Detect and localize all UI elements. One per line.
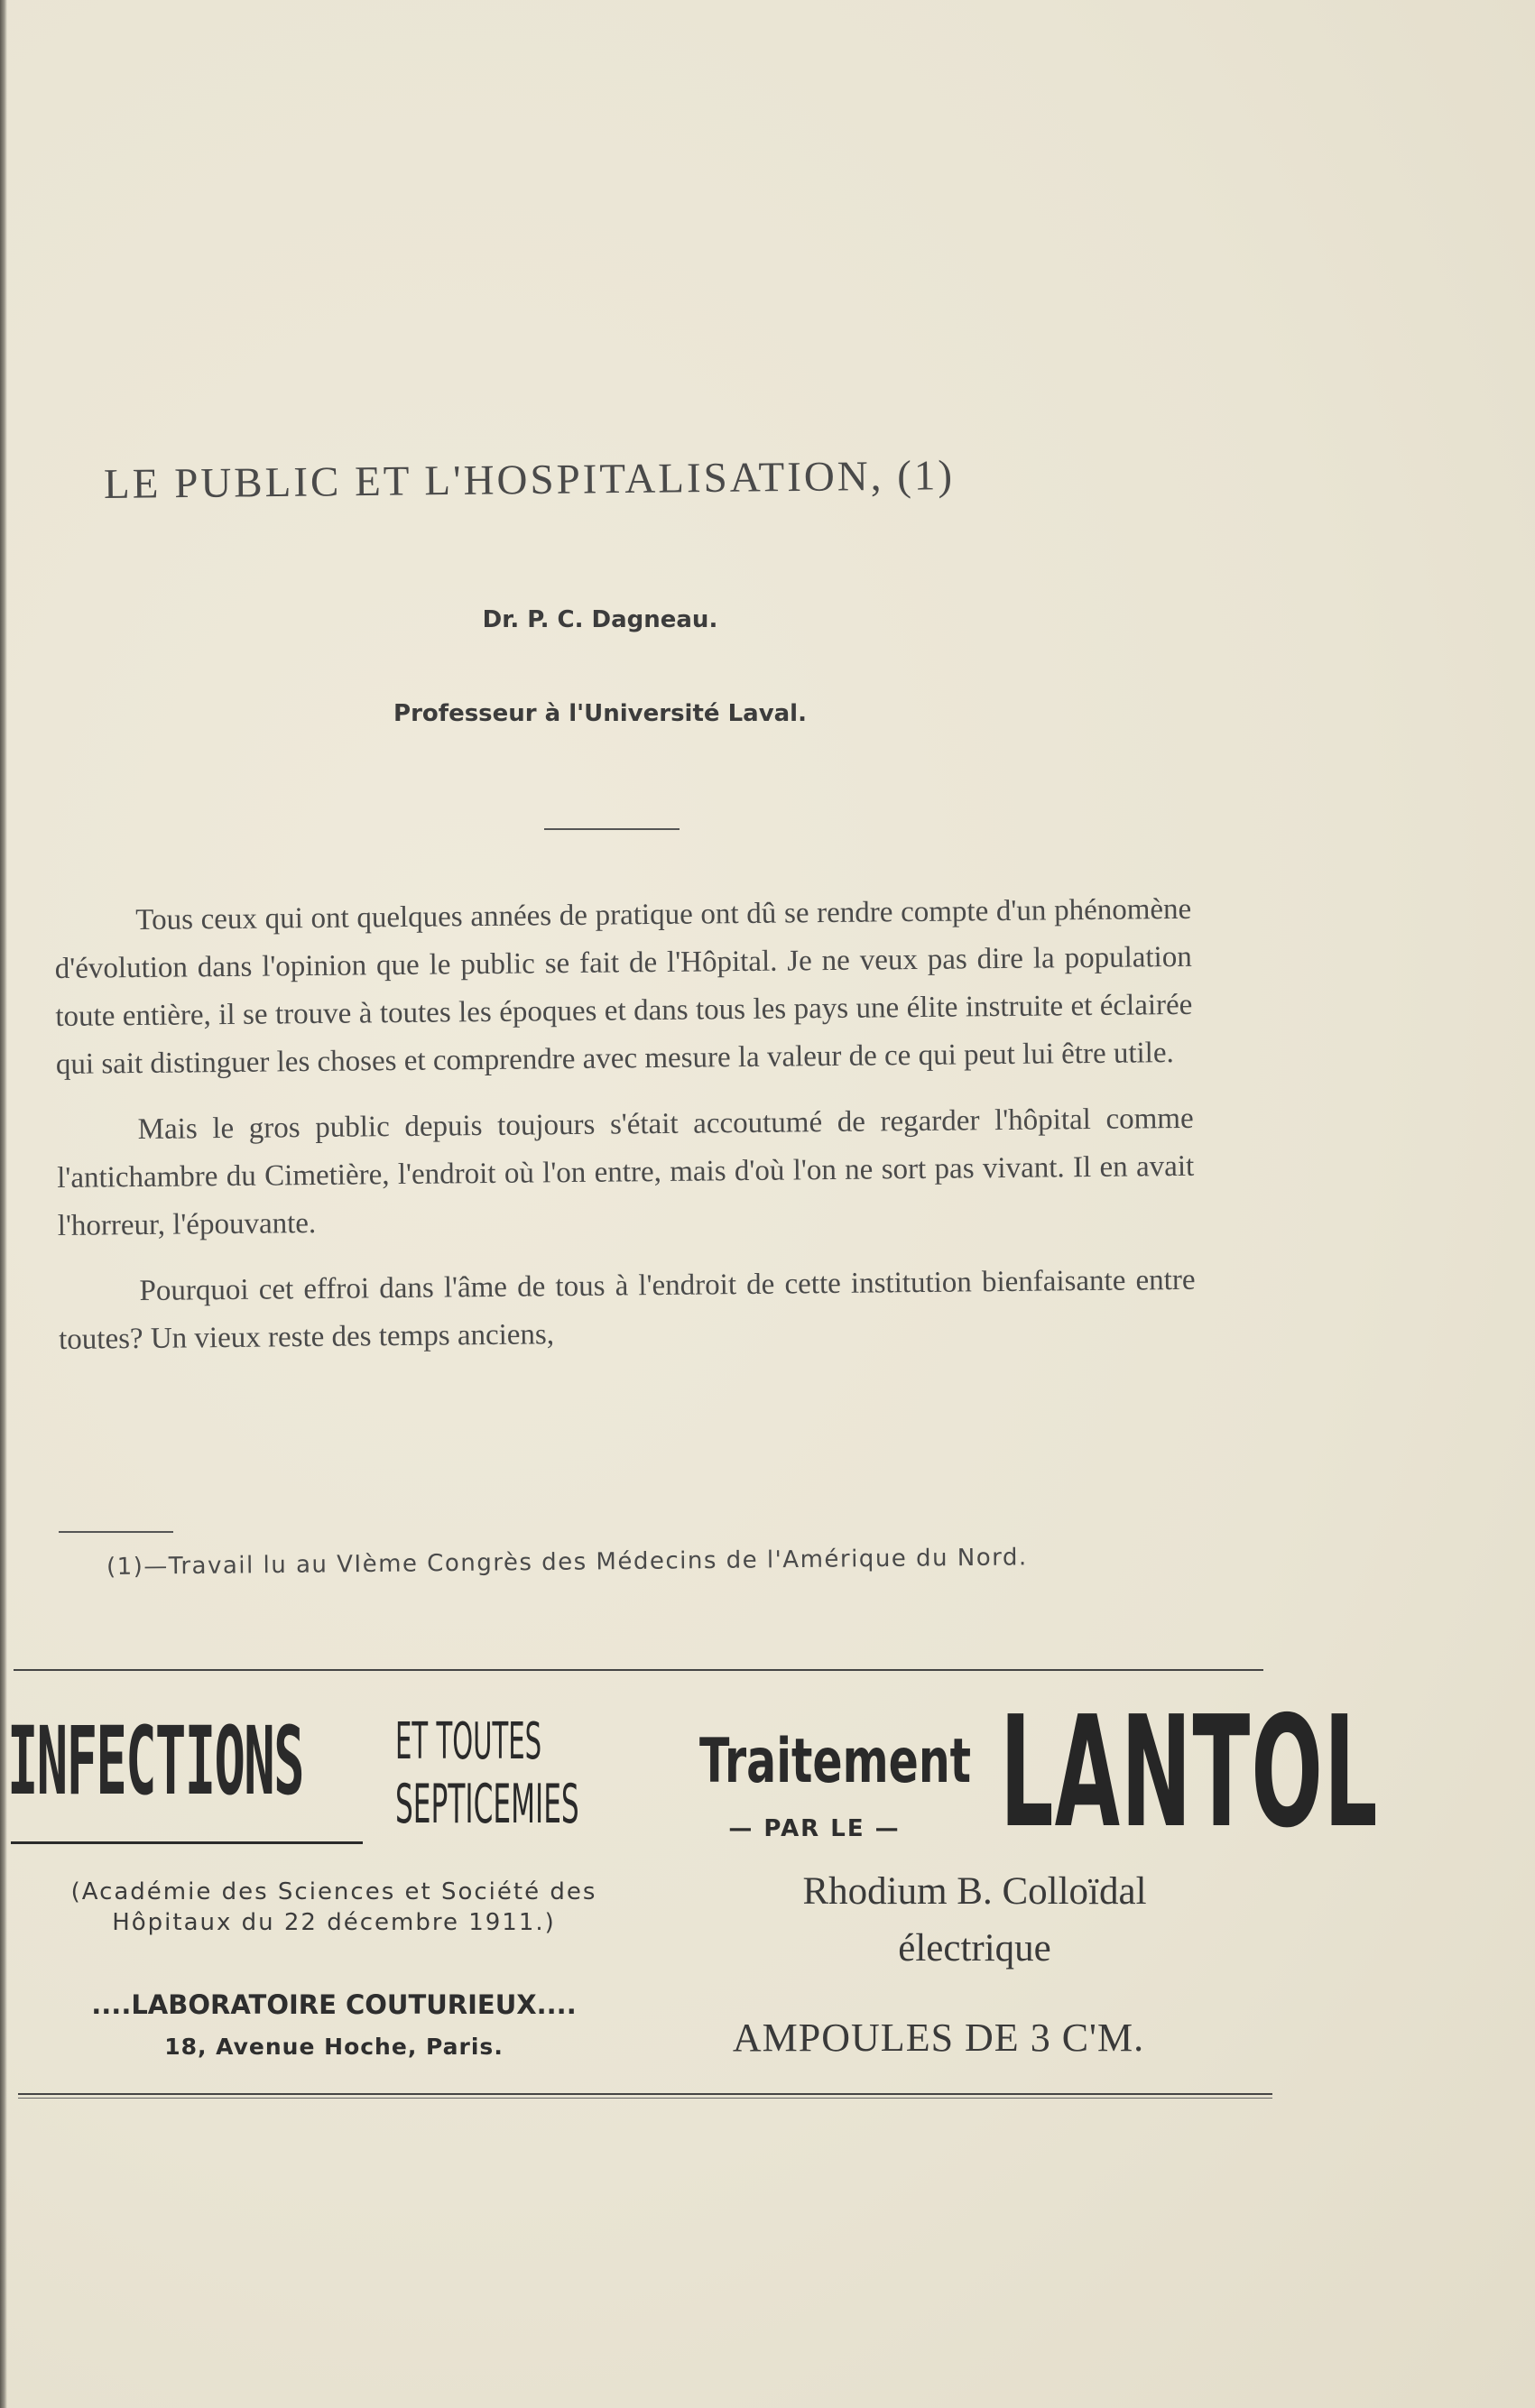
footnote: (1)—Travail lu au VIème Congrès des Médecins de l'Amérique du Nord. (106, 1544, 1028, 1581)
ad-headline: INFECTIONS (7, 1706, 303, 1816)
ad-bottom-rule (18, 2093, 1272, 2099)
ad-laboratoire: ....LABORATOIRE COUTURIEUX.... (91, 1989, 577, 2020)
ad-traitement: Traitement (699, 1726, 972, 1797)
body-paragraph-3: Pourquoi cet effroi dans l'âme de tous à l'endroit de cette institution bienfaisante entre toutes? Un vieux reste des temps anciens, (58, 1263, 1196, 1356)
author-affiliation: Professeur à l'Université Laval. (393, 700, 807, 727)
ad-product-line2: électrique (898, 1927, 1051, 1970)
body-paragraph-1: Tous ceux qui ont quelques années de pratique ont dû se rendre compte d'un phénomène d'évolution dans l'opinion que le public se fait de l'Hôpital. Je ne veux pas dire la population toute entière, il se trouve à toutes les époques et dans tous les pays une élite instruite et éclairée qui sait distinguer les choses et comprendre avec mesure la valeur de ce qui peut lui être utile. (54, 892, 1193, 1081)
title-separator-rule (544, 828, 680, 830)
body-paragraph-2: Mais le gros public depuis toujours s'était accoutumé de regarder l'hôpital comme l'antichambre du Cimetière, l'endroit où l'on entre, mais d'où l'on ne sort pas vivant. Il en avait l'horreur, l'épouvante. (57, 1102, 1195, 1242)
article-body (54, 886, 1197, 1382)
ad-par-le: — PAR LE — (728, 1815, 901, 1842)
ad-academie-note: (Académie des Sciences et Société des Hôpitaux du 22 décembre 1911.) (70, 1878, 597, 1936)
footnote-rule (59, 1531, 173, 1533)
ad-headline-underline (11, 1841, 363, 1844)
article-author: Dr. P. C. Dagneau. (482, 606, 718, 633)
binding-edge (0, 0, 7, 2408)
article-title: LE PUBLIC ET L'HOSPITALISATION, (1) (103, 452, 956, 508)
ad-brand: LANTOL (1000, 1684, 1379, 1862)
ad-top-rule (14, 1669, 1263, 1671)
ad-subhead-line2: SEPTICEMIES (395, 1773, 579, 1836)
ad-address: 18, Avenue Hoche, Paris. (164, 2034, 504, 2060)
ad-subhead-line1: ET TOUTES (395, 1712, 542, 1771)
ad-ampoules: AMPOULES DE 3 C'M. (732, 2016, 1145, 2060)
ad-product-line1: Rhodium B. Colloïdal (802, 1870, 1147, 1913)
